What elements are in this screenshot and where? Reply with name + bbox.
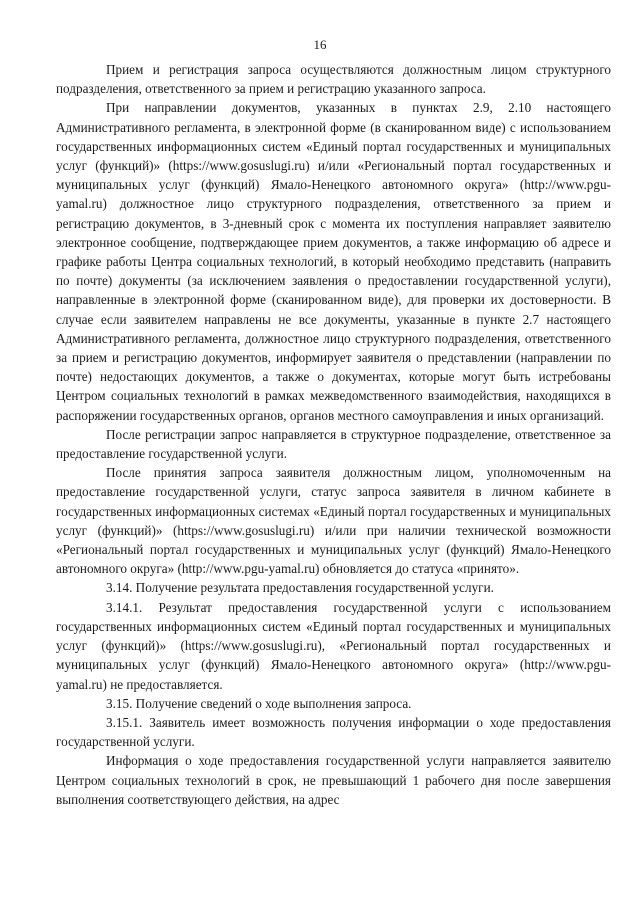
paragraph-progress-info: Информация о ходе предоставления государственной услуги направляется заявителю Центром социальных технологий в срок, не превышающий 1 рабочего дня после завершения выполнения соответствующего действия, на адрес: [56, 753, 611, 807]
section-3-14-heading: 3.14. Получение результата предоставления государственной услуги.: [106, 580, 494, 596]
paragraph-status-update: После принятия запроса заявителя должностным лицом, уполномоченным на предоставление государственной услуги, статус запроса заявителя в личном кабинете в государственных информационных системах «Единый портал государственных и муниципальных услуг (функций)» (https://www.gosuslugi.ru) и/или при наличии технической возможности «Региональный портал государственных и муниципальных услуг (функций) Ямало-Ненецкого автономного округа» (http://www.pgu-yamal.ru) обновляется до статуса «принято».: [56, 465, 611, 577]
section-3-15-heading: 3.15. Получение сведений о ходе выполнения запроса.: [106, 695, 412, 711]
page-number: 16: [313, 37, 327, 52]
paragraph-electronic-documents: При направлении документов, указанных в пунктах 2.9, 2.10 настоящего Административного регламента, в электронной форме (в сканированном виде) с использованием государственных информационных систем «Единый портал государственных и муниципальных услуг (функций)» (https://www.gosuslugi.ru) и/или «Региональный портал государственных и муниципальных услуг (функций) Ямало-Ненецкого автономного округа» (http://www.pgu-yamal.ru) должностное лицо структурного подразделения, ответственного за прием и регистрацию документов, в 3-дневный срок с момента их поступления направляет заявителю электронное сообщение, подтверждающее прием документов, а также информацию об адресе и графике работы Центра социальных технологий, в который необходимо представить (направить по почте) документы (за исключением заявления о предоставлении государственной услуги), направленные в электронной форме (сканированном виде), для проверки их достоверности. В случае если заявителем направлены не все документы, указанные в пункте 2.7 настоящего Административного регламента, должностное лицо структурного подразделения, ответственного за прием и регистрацию документов, информирует заявителя о представлении (направлении по почте) недостающих документов, а также о документах, которые могут быть истребованы Центром социальных технологий в рамках межведомственного взаимодействия, находящихся в распоряжении государственных органов, органов местного самоуправления и иных организаций.: [56, 100, 611, 423]
section-3-14-1: 3.14.1. Результат предоставления государственной услуги с использованием государственных информационных систем «Единый портал государственных и муниципальных услуг (функций)» (https://www.gosuslugi.ru), «Региональный портал государственных и муниципальных услуг (функций) Ямало-Ненецкого автономного округа» (http://www.pgu-yamal.ru) не предоставляется.: [56, 599, 611, 692]
paragraph-after-registration: После регистрации запрос направляется в структурное подразделение, ответственное за предоставление государственной услуги.: [56, 426, 611, 462]
document-body: [56, 60, 611, 809]
section-3-15-1: 3.15.1. Заявитель имеет возможность получения информации о ходе предоставления государственной услуги.: [56, 714, 611, 750]
paragraph-reception-registration: Прием и регистрация запроса осуществляются должностным лицом структурного подразделения, ответственного за прием и регистрацию указанного запроса.: [56, 62, 611, 97]
